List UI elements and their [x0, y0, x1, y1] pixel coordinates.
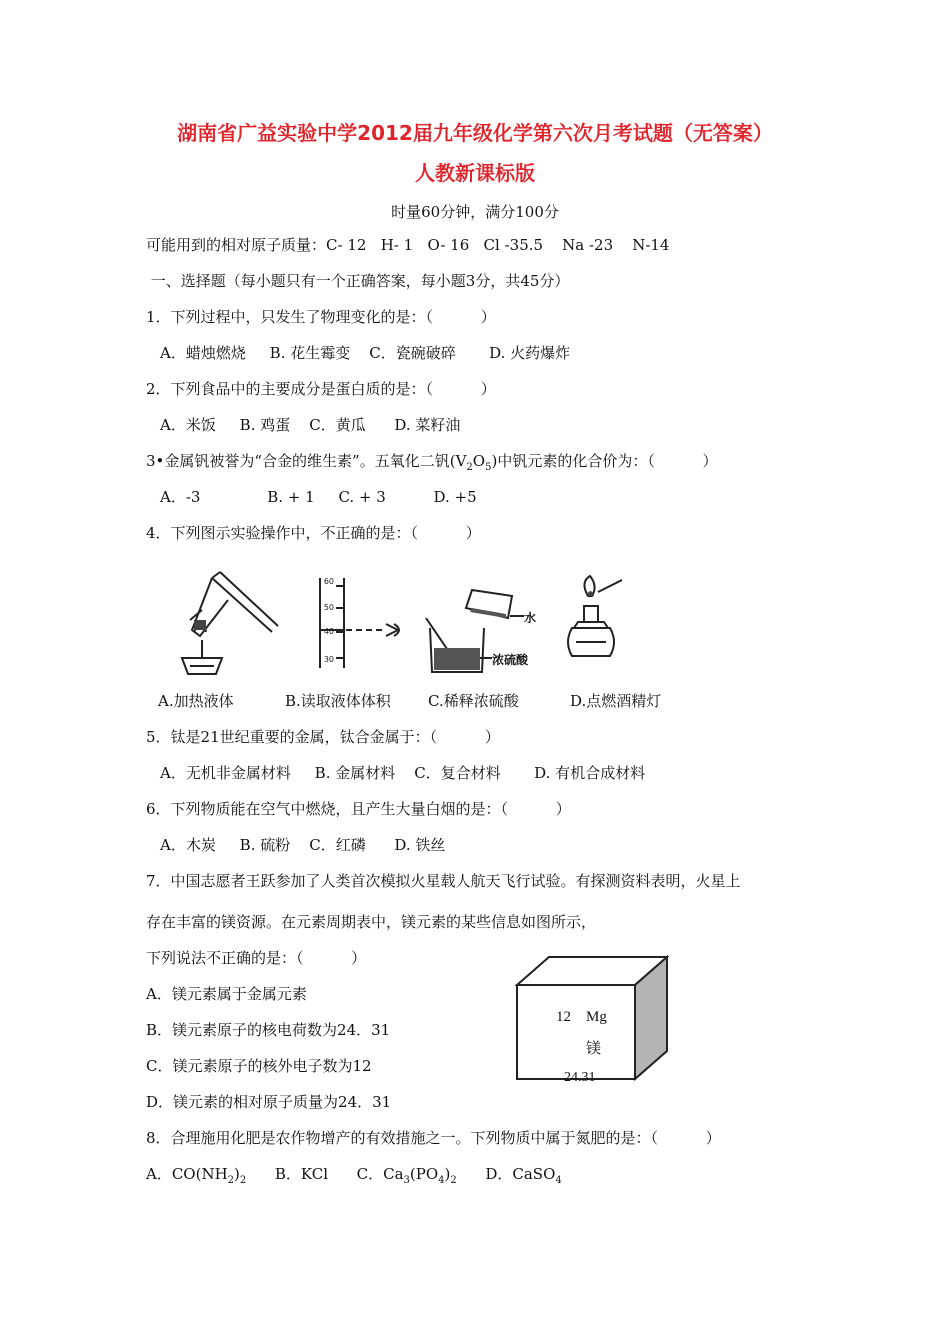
question-3-options: A．-3 B. + 1 C. + 3 D. +5 [160, 488, 477, 506]
question-7-option-c: C．镁元素原子的核外电子数为12 [146, 1057, 372, 1075]
question-7-stem-line3: 下列说法不正确的是：（ ） [146, 949, 367, 967]
document-title: 湖南省广益实验中学2012届九年级化学第六次月考试题（无答案） [177, 121, 773, 145]
question-1-stem: 1．下列过程中，只发生了物理变化的是：（ ） [146, 308, 496, 326]
label-water: 水 [524, 611, 537, 625]
figure-reading-volume [306, 572, 416, 672]
question-7-stem-line1: 7．中国志愿者王跃参加了人类首次模拟火星载人航天飞行试验。有探测资料表明，火星上 [146, 872, 741, 890]
document-subtitle: 人教新课标版 [415, 161, 535, 185]
question-7-option-a: A．镁元素属于金属元素 [146, 985, 307, 1003]
element-name: 镁 [586, 1041, 602, 1057]
question-4-stem: 4．下列图示实验操作中，不正确的是：（ ） [146, 524, 481, 542]
question-7-option-d: D．镁元素的相对原子质量为24．31 [146, 1093, 392, 1111]
question-8-stem: 8．合理施用化肥是农作物增产的有效措施之一。下列物质中属于氮肥的是：（ ） [146, 1129, 721, 1147]
element-number: 12 [556, 1009, 571, 1025]
caption-d: D.点燃酒精灯 [570, 692, 662, 710]
question-7-stem-line2: 存在丰富的镁资源。在元素周期表中，镁元素的某些信息如图所示， [146, 913, 597, 931]
scale-tick-40: 40 [323, 627, 334, 636]
label-concentrated-acid: 浓硫酸 [492, 653, 529, 667]
question-5-options: A．无机非金属材料 B. 金属材料 C．复合材料 D. 有机合成材料 [160, 764, 646, 782]
scale-tick-30: 30 [323, 655, 334, 664]
question-2-stem: 2．下列食品中的主要成分是蛋白质的是：（ ） [146, 380, 496, 398]
question-8-options: A．$CO(NH_2)_2$ B．KCl C．$Ca_3(PO_4)_2$ D．CaSO$_4$ [146, 1165, 562, 1186]
question-2-options: A．米饭 B. 鸡蛋 C．黄瓜 D. 菜籽油 [160, 416, 461, 434]
scale-tick-50: 50 [323, 603, 334, 612]
figure-alcohol-lamp [558, 572, 628, 672]
question-6-stem: 6．下列物质能在空气中燃烧，且产生大量白烟的是：（ ） [146, 800, 571, 818]
element-symbol: Mg [586, 1009, 607, 1025]
caption-c: C.稀释浓硫酸 [428, 692, 519, 710]
figure-diluting-acid [420, 578, 550, 676]
time-note: 时量60分钟，满分100分 [391, 203, 559, 221]
atomic-mass-note: 可能用到的相对原子质量：C- 12 H- 1 O- 16 Cl -35.5 Na -23 N-14 [146, 236, 670, 254]
question-6-options: A．木炭 B. 硫粉 C．红磷 D. 铁丝 [160, 836, 446, 854]
question-3-stem: 3•金属钒被誉为“合金的维生素”。五氧化二钒$(V_2O_5)$中钒元素的化合价为：（ ） [146, 452, 718, 473]
caption-b: B.读取液体体积 [285, 692, 391, 710]
question-7-option-b: B．镁元素原子的核电荷数为24．31 [146, 1021, 391, 1039]
scale-tick-60: 60 [323, 577, 334, 586]
question-1-options: A．蜡烛燃烧 B. 花生霉变 C．瓷碗破碎 D. 火药爆炸 [160, 344, 571, 362]
element-mass: 24.31 [564, 1070, 596, 1081]
caption-a: A.加热液体 [158, 692, 234, 710]
section-heading: 一、选择题（每小题只有一个正确答案，每小题3分，共45分） [146, 272, 570, 290]
question-5-stem: 5．钛是21世纪重要的金属，钛合金属于：（ ） [146, 728, 500, 746]
magnesium-element-cell [515, 955, 669, 1081]
figure-heating-liquid [172, 570, 282, 682]
